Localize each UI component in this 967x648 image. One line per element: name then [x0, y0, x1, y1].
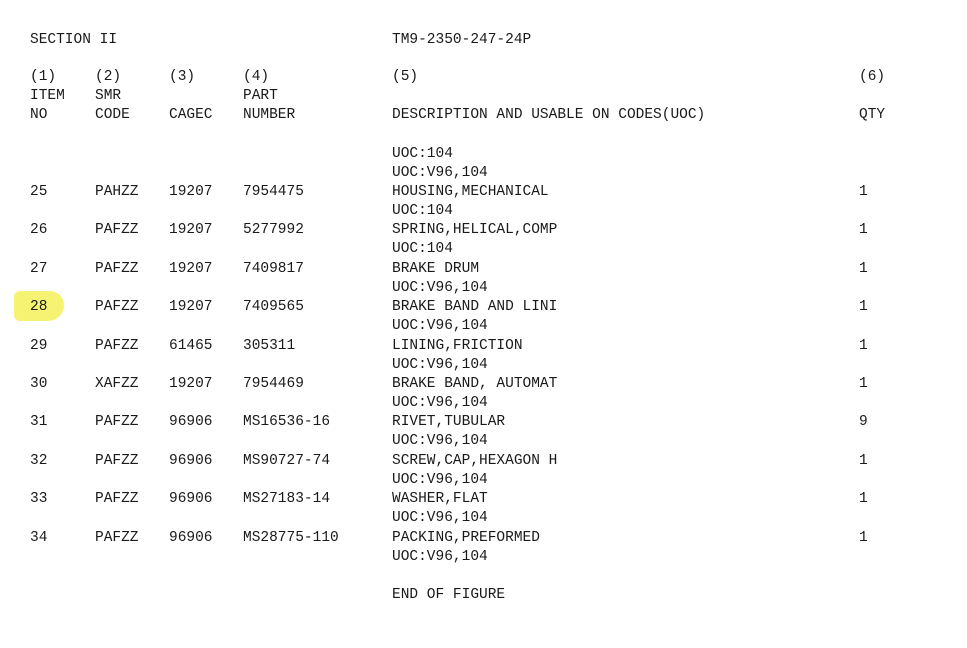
quantity: 9: [859, 414, 868, 430]
item-number: 32: [30, 453, 48, 469]
uoc-line: UOC:V96,104: [392, 357, 488, 373]
cagec: 19207: [169, 299, 213, 315]
col-4-number: (4): [243, 69, 270, 85]
description: WASHER,FLAT: [392, 491, 488, 507]
smr-code: PAFZZ: [95, 453, 139, 469]
col-4-label-2: NUMBER: [243, 107, 296, 123]
cagec: 96906: [169, 453, 213, 469]
tm-number: TM9-2350-247-24P: [392, 32, 532, 48]
col-6-number: (6): [859, 69, 886, 85]
cagec: 61465: [169, 338, 213, 354]
cagec: 19207: [169, 376, 213, 392]
item-number: 31: [30, 414, 48, 430]
smr-code: XAFZZ: [95, 376, 139, 392]
item-number: 33: [30, 491, 48, 507]
quantity: 1: [859, 338, 868, 354]
part-number: MS27183-14: [243, 491, 331, 507]
smr-code: PAFZZ: [95, 261, 139, 277]
end-of-figure: END OF FIGURE: [392, 587, 506, 603]
smr-code: PAFZZ: [95, 530, 139, 546]
col-2-label-1: SMR: [95, 88, 122, 104]
item-number: 30: [30, 376, 48, 392]
quantity: 1: [859, 376, 868, 392]
smr-code: PAHZZ: [95, 184, 139, 200]
item-number: 29: [30, 338, 48, 354]
description: HOUSING,MECHANICAL: [392, 184, 549, 200]
uoc-line: UOC:V96,104: [392, 510, 488, 526]
col-2-number: (2): [95, 69, 122, 85]
item-number: 25: [30, 184, 48, 200]
description: BRAKE BAND AND LINI: [392, 299, 558, 315]
quantity: 1: [859, 184, 868, 200]
cagec: 19207: [169, 222, 213, 238]
description: LINING,FRICTION: [392, 338, 523, 354]
part-number: 305311: [243, 338, 296, 354]
col-2-label-2: CODE: [95, 107, 130, 123]
uoc-line: UOC:V96,104: [392, 433, 488, 449]
cagec: 19207: [169, 261, 213, 277]
uoc-line: UOC:V96,104: [392, 549, 488, 565]
description: BRAKE DRUM: [392, 261, 480, 277]
uoc-line: UOC:104: [392, 203, 453, 219]
quantity: 1: [859, 261, 868, 277]
cagec: 19207: [169, 184, 213, 200]
part-number: MS90727-74: [243, 453, 331, 469]
col-5-number: (5): [392, 69, 419, 85]
item-number: 27: [30, 261, 48, 277]
uoc-line: UOC:V96,104: [392, 318, 488, 334]
description: PACKING,PREFORMED: [392, 530, 540, 546]
smr-code: PAFZZ: [95, 338, 139, 354]
description: SCREW,CAP,HEXAGON H: [392, 453, 558, 469]
part-number: 7954475: [243, 184, 304, 200]
cagec: 96906: [169, 491, 213, 507]
description: RIVET,TUBULAR: [392, 414, 506, 430]
part-number: MS28775-110: [243, 530, 339, 546]
uoc-line: UOC:V96,104: [392, 395, 488, 411]
smr-code: PAFZZ: [95, 222, 139, 238]
quantity: 1: [859, 453, 868, 469]
part-number: 7954469: [243, 376, 304, 392]
col-1-number: (1): [30, 69, 57, 85]
section-title: SECTION II: [30, 32, 118, 48]
col-5-label-2: DESCRIPTION AND USABLE ON CODES(UOC): [392, 107, 706, 123]
smr-code: PAFZZ: [95, 491, 139, 507]
item-number: 26: [30, 222, 48, 238]
smr-code: PAFZZ: [95, 299, 139, 315]
part-number: MS16536-16: [243, 414, 331, 430]
part-number: 7409565: [243, 299, 304, 315]
col-6-label-2: QTY: [859, 107, 886, 123]
leading-uoc-line: UOC:V96,104: [392, 165, 488, 181]
uoc-line: UOC:104: [392, 241, 453, 257]
col-3-number: (3): [169, 69, 196, 85]
cagec: 96906: [169, 530, 213, 546]
smr-code: PAFZZ: [95, 414, 139, 430]
description: BRAKE BAND, AUTOMAT: [392, 376, 558, 392]
quantity: 1: [859, 491, 868, 507]
quantity: 1: [859, 530, 868, 546]
quantity: 1: [859, 222, 868, 238]
item-number: 28: [30, 299, 48, 315]
quantity: 1: [859, 299, 868, 315]
col-3-label-2: CAGEC: [169, 107, 213, 123]
part-number: 7409817: [243, 261, 304, 277]
col-4-label-1: PART: [243, 88, 278, 104]
cagec: 96906: [169, 414, 213, 430]
uoc-line: UOC:V96,104: [392, 280, 488, 296]
leading-uoc-line: UOC:104: [392, 146, 453, 162]
item-number: 34: [30, 530, 48, 546]
part-number: 5277992: [243, 222, 304, 238]
col-1-label-1: ITEM: [30, 88, 65, 104]
uoc-line: UOC:V96,104: [392, 472, 488, 488]
col-1-label-2: NO: [30, 107, 48, 123]
description: SPRING,HELICAL,COMP: [392, 222, 558, 238]
